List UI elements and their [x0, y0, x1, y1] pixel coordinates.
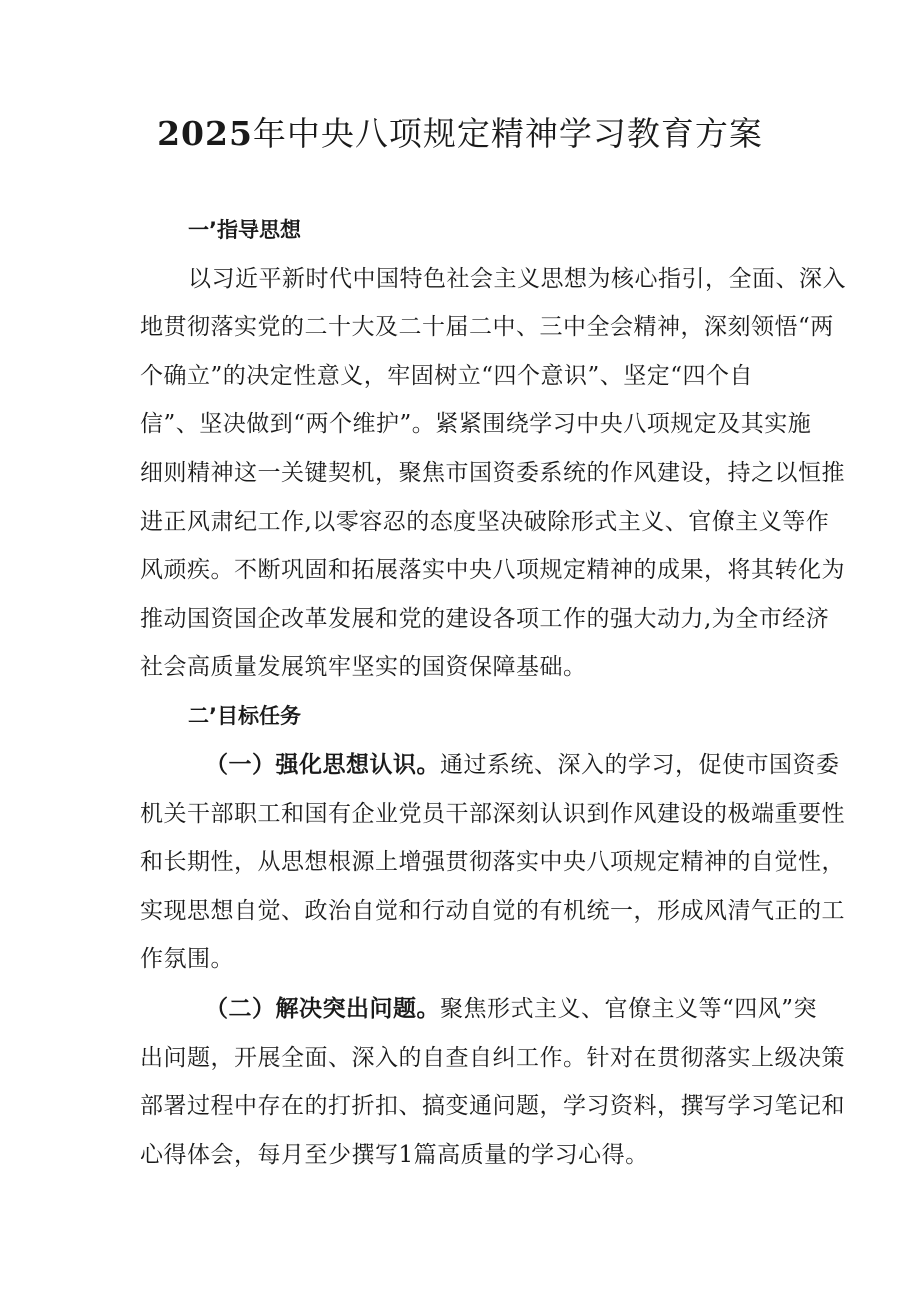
- paragraph-line: 进正风肃纪工作,以零容忍的态度坚决破除形式主义、官僚主义等作: [140, 509, 830, 535]
- paragraph-line: 出问题，开展全面、深入的自查自纠工作。针对在贯彻落实上级决策: [140, 1045, 845, 1071]
- paragraph-line: 机关干部职工和国有企业党员干部深刻认识到作风建设的极端重要性: [140, 801, 845, 827]
- item-text: 通过系统、深入的学习，促使市国资委: [440, 752, 840, 778]
- item-first-line: [205, 994, 817, 1024]
- title-text: 年中央八项规定精神学习教育方案: [252, 114, 763, 153]
- paragraph-line: 细则精神这一关键契机，聚焦市国资委系统的作风建设，持之以恒推: [140, 460, 845, 486]
- paragraph-line: 信”、坚决做到“两个维护”。紧紧围绕学习中央八项规定及其实施: [140, 411, 812, 437]
- section-heading-goals: 二’目标任务: [188, 704, 301, 728]
- paragraph-line: 地贯彻落实党的二十大及二十届二中、三中全会精神，深刻领悟“两: [140, 314, 834, 340]
- paragraph-line: 推动国资国企改革发展和党的建设各项工作的强大动力,为全市经济: [140, 606, 830, 632]
- paragraph-line: 作氛围。: [140, 946, 234, 972]
- item-first-line: [205, 750, 840, 780]
- paragraph-line: 部署过程中存在的打折扣、搞变通问题，学习资料，撰写学习笔记和: [140, 1093, 845, 1119]
- paragraph-line: 社会高质量发展筑牢坚实的国资保障基础。: [140, 654, 587, 680]
- item-label: （一）强化思想认识。: [205, 752, 440, 778]
- title-year: 2025: [157, 114, 253, 153]
- paragraph-line: 实现思想自觉、政治自觉和行动自觉的有机统一，形成风清气正的工: [140, 898, 845, 924]
- paragraph-line: 风顽疾。不断巩固和拓展落实中央八项规定精神的成果，将其转化为: [140, 557, 845, 583]
- paragraph-line: 和长期性，从思想根源上增强贯彻落实中央八项规定精神的自觉性，: [140, 849, 845, 875]
- document-title: [0, 112, 920, 156]
- paragraph-line: 个确立”的决定性意义，牢固树立“四个意识”、坚定“四个自: [140, 363, 754, 389]
- paragraph-line: 以习近平新时代中国特色社会主义思想为核心指引，全面、深入: [188, 266, 846, 292]
- section-heading-guiding-thought: 一’指导思想: [188, 218, 301, 242]
- item-label: （二）解决突出问题。: [205, 996, 440, 1022]
- item-text: 聚焦形式主义、官僚主义等“四风”突: [440, 996, 818, 1022]
- paragraph-line: 心得体会，每月至少撰写1篇高质量的学习心得。: [140, 1142, 649, 1168]
